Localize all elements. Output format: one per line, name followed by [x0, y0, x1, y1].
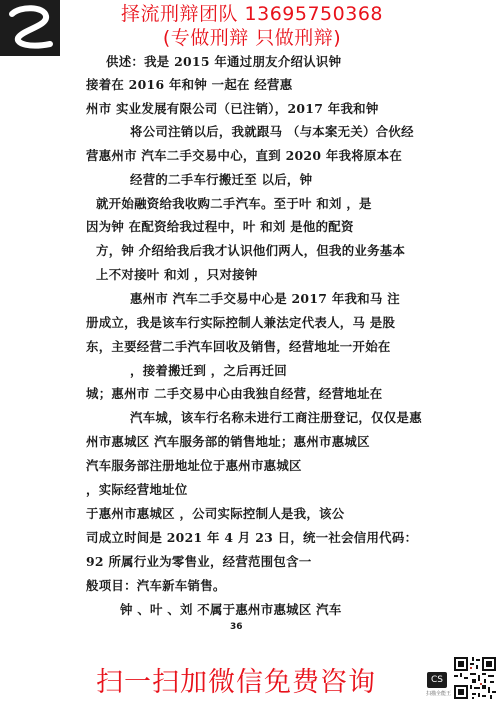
- doc-line: 上不对接叶 和刘 ，只对接钟: [96, 267, 258, 282]
- doc-line: 惠州市 汽车二手交易中心是 2017 年我和马 注: [130, 291, 400, 306]
- doc-line: 经营的二手车行搬迁至 以后，钟: [130, 172, 313, 187]
- scanner-badge: [426, 672, 452, 702]
- doc-line: 册成立，我是该车行实际控制人兼法定代表人，马 是股: [86, 315, 396, 330]
- doc-line: 汽车服务部注册地址位于惠州市惠城区: [86, 458, 302, 473]
- doc-line: 般项目：汽车新车销售。: [86, 578, 226, 593]
- page-number: 36: [230, 622, 243, 632]
- doc-line: 汽车城，该车行名称未进行工商注册登记，仅仅是惠: [130, 410, 422, 425]
- doc-line: 州市惠城区 汽车服务部的销售地址；惠州市惠城区: [86, 434, 370, 449]
- doc-line: 92 所属行业为零售业，经营范围包含一: [86, 554, 312, 569]
- doc-line: 东，主要经营二手汽车回收及销售，经营地址一开始在: [86, 339, 391, 354]
- header-subtitle: (专做刑辩 只做刑辩): [162, 27, 342, 49]
- doc-line: ，实际经营地址位: [86, 482, 188, 497]
- footer-cta: 扫一扫加微信免费咨询: [96, 667, 376, 698]
- cs-badge-caption: 扫描全能王: [426, 691, 452, 697]
- doc-line: 将公司注销以后，我就跟马 （与本案无关）合伙经: [130, 124, 414, 139]
- doc-line: 州市 实业发展有限公司（已注销），2017 年我和钟: [86, 101, 379, 116]
- header-title: 择流刑辩团队 13695750368: [120, 3, 383, 25]
- doc-line: 就开始融资给我收购二手汽车。至于叶 和刘 ，是: [96, 196, 372, 211]
- wechat-qr-code-icon[interactable]: [452, 655, 498, 701]
- doc-line: 接着在 2016 年和钟 一起在 经营惠: [86, 77, 293, 92]
- doc-line: 因为钟 在配资给我过程中，叶 和刘 是他的配资: [86, 219, 354, 234]
- doc-line: 司成立时间是 2021 年 4 月 23 日，统一社会信用代码：: [86, 530, 418, 545]
- doc-line: 营惠州市 汽车二手交易中心，直到 2020 年我将原本在: [86, 148, 403, 163]
- doc-line: 钟 、叶 、刘 不属于惠州市惠城区 汽车: [120, 602, 342, 617]
- doc-line: 城；惠州市 二手交易中心由我独自经营，经营地址在: [86, 386, 383, 401]
- doc-line: 供述：我是 2015 年通过朋友介绍认识钟: [106, 54, 342, 69]
- doc-line: 方，钟 介绍给我后我才认识他们两人，但我的业务基本: [96, 243, 406, 258]
- cs-badge-icon: CS: [427, 672, 447, 688]
- doc-line: 于惠州市惠城区 ，公司实际控制人是我，该公: [86, 506, 345, 521]
- doc-line: ，接着搬迁到 ，之后再迁回: [130, 363, 287, 378]
